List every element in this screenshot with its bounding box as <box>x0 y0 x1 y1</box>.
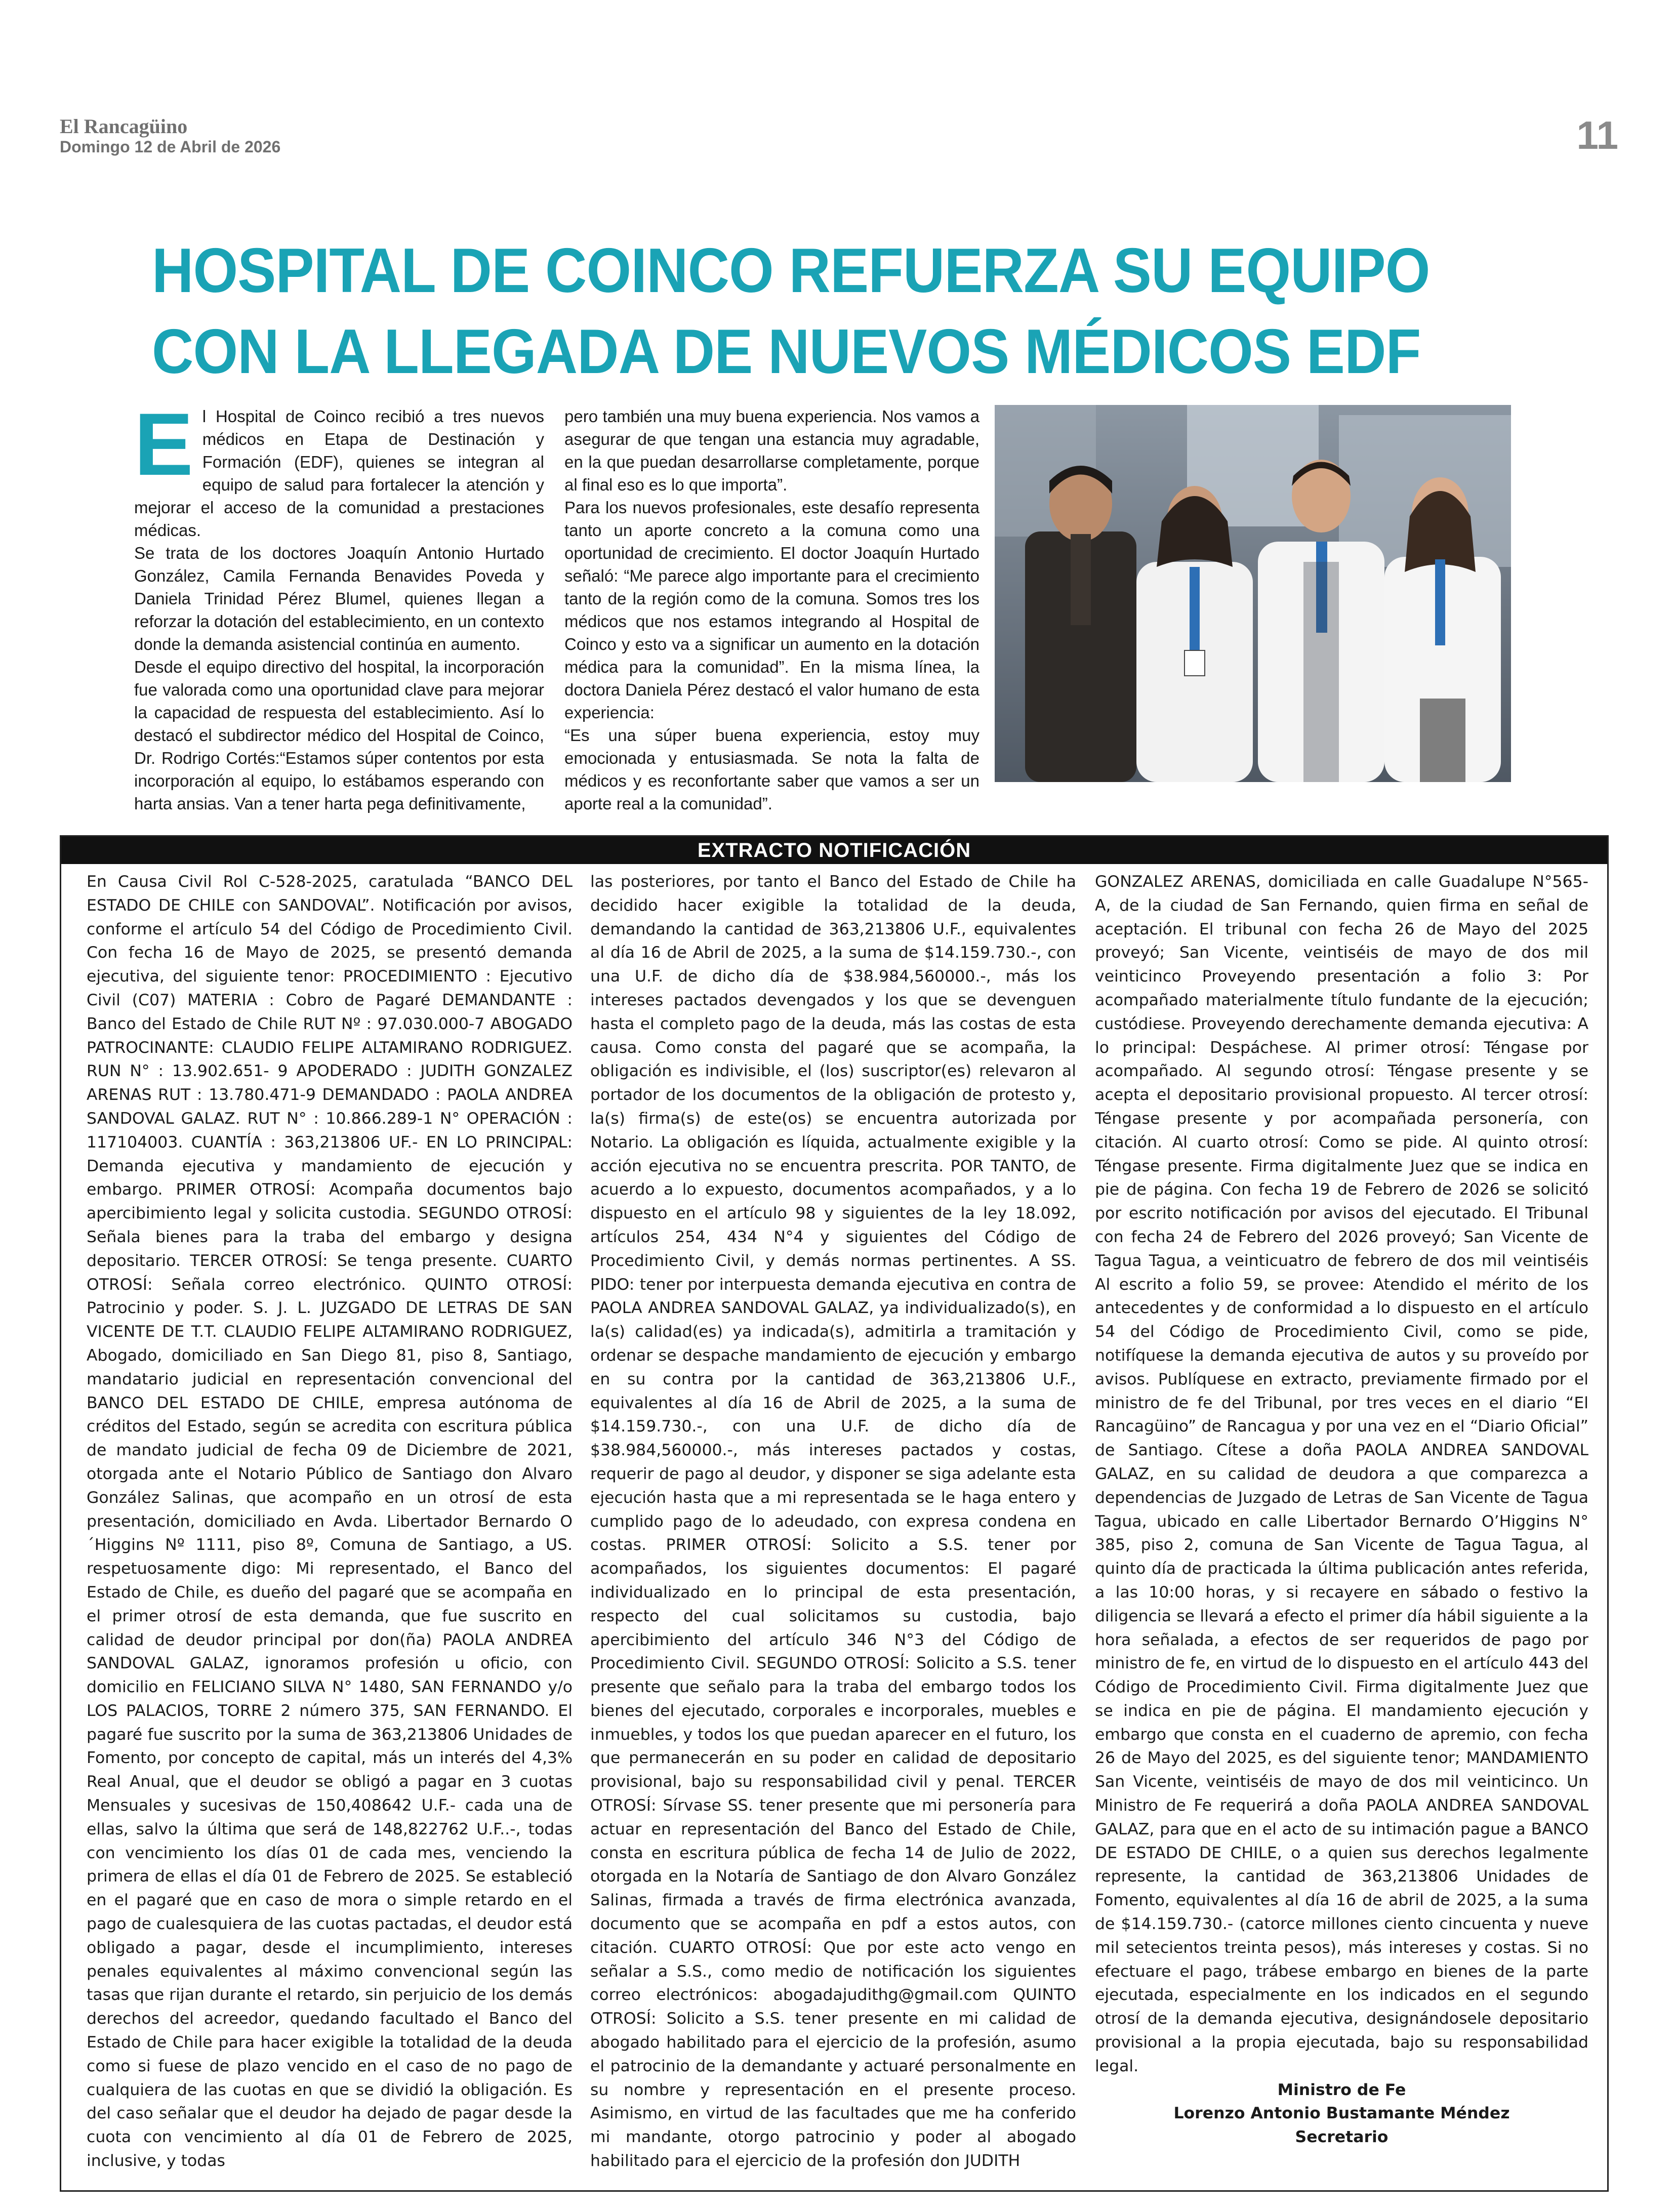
notice-column-1 <box>87 870 573 2173</box>
doctors-photo-illustration <box>995 405 1511 782</box>
article-column-2 <box>564 405 979 815</box>
article-paragraph: Desde el equipo directivo del hospital, la incorporación fue valorada como una oportunidad clave para mejorar la capacidad de respuesta del establecimiento. Así lo destacó el subdirector médico del Hospital de Coinco, Dr. Rodrigo Cortés:“Estamos súper contentos por esta incorporación al equipo, lo estábamos esperando con harta ansias. Van a tener harta pega definitivamente, <box>134 658 544 813</box>
notice-text: GONZALEZ ARENAS, domiciliada en calle Guadalupe N°565-A, de la ciudad de San Fernando, quien firma en señal de aceptación. El tribunal con fecha 26 de Mayo del 2025 proveyó; San Vicente, veintiséis de mayo de dos mil veinticinco Proveyendo presentación a folio 3: Por acompañado materialmente título fundante de la ejecución; custódiese. Proveyendo derechamente demanda ejecutiva: A lo principal: Despáchese. Al primer otrosí: Téngase por acompañado. Al segundo otrosí: Téngase presente y se acepta el depositario provisional propuesto. Al tercer otrosí: Téngase presente y por acompañada personería, con citación. Al cuarto otrosí: Como se pide. Al quinto otrosí: Téngase presente. Firma digitalmente Juez que se indica en pie de página. Con fecha 19 de Febrero de 2026 se solicitó por escrito notificación por avisos del ejecutado. El Tribunal con fecha 24 de Febrero del 2026 proveyó; San Vicente de Tagua Tagua, a veinticuatro de febrero de dos mil veintiséis Al escrito a folio 59, se provee: Atendido el mérito de los antecedentes y de conformidad a lo dispuesto en el artículo 54 del Código de Procedimiento Civil, como se pide, notifíquese la demanda ejecutiva de autos y su proveído por avisos. Publíquese en extracto, previamente firmado por el ministro de fe del Tribunal, por tres veces en el diario “El Rancagüino” de Rancagua y por una vez en el “Diario Oficial” de Santiago. Cítese a doña PAOLA ANDREA SANDOVAL GALAZ, en su calidad de deudora a que comparezca a dependencias de Juzgado de Letras de San Vicente de Tagua Tagua, ubicado en calle Libertador Bernardo O’Higgins N° 385, piso 2, comuna de San Vicente de Tagua Tagua, al quinto día de practicada la última publicación antes referida, a las 10:00 horas, y si recayere en sábado o festivo la diligencia se llevará a efecto el primer día hábil siguiente a la hora señalada, a efectos de ser requeridos de pago por ministro de fe, en virtud de lo dispuesto en el artículo 443 del Código de Procedimiento Civil. Firma digitalmente Juez que se indica en pie de página. El mandamiento ejecución y embargo que consta en el cuaderno de apremio, con fecha 26 de Mayo del 2025, es del siguiente tenor; MANDAMIENTO San Vicente, veintiséis de mayo de dos mil veinticinco. Un Ministro de Fe requerirá a doña PAOLA ANDREA SANDOVAL GALAZ, para que en el acto de su intimación pague a BANCO DE ESTADO DE CHILE, o a quien sus derechos legalmente represente, la cantidad de 363,213806 Unidades de Fomento, equivalentes al día 16 de abril de 2025, a la suma de $14.159.730.- (catorce millones ciento cincuenta y nueve mil setecientos treinta pesos), más intereses y costas. Si no efectuare el pago, trábese embargo en bienes de la parte ejecutada, especialmente en los indicados en el segundo otrosí de la demanda ejecutiva, designándosele depositario provisional a la propia ejecutada, bajo su responsabilidad legal. <box>1095 873 1588 2075</box>
newspaper-name: El Rancagüino <box>60 115 188 138</box>
issue-date: Domingo 12 de Abril de 2026 <box>60 138 281 156</box>
notice-column-2 <box>590 870 1076 2173</box>
signature-title: Ministro de Fe <box>1277 2080 1406 2099</box>
notice-title: EXTRACTO NOTIFICACIÓN <box>61 837 1607 864</box>
article-paragraph: Se trata de los doctores Joaquín Antonio Hurtado González, Camila Fernanda Benavides Poveda y Daniela Trinidad Pérez Blumel, quienes llegan a reforzar la dotación del establecimiento, en un contexto donde la demanda asistencial continúa en aumento. <box>134 544 544 653</box>
drop-cap: E <box>134 395 193 494</box>
notice-text: las posteriores, por tanto el Banco del Estado de Chile ha decidido hacer exigible la totalidad de la deuda, demandando la cantidad de 363,213806 U.F., equivalentes al día 16 de Abril de 2025, a la suma de $14.159.730.-, con una U.F. de dicho día de $38.984,560000.-, más los intereses pactados devengados y los que se devenguen hasta el completo pago de la deuda, más las costas de esta causa. Como consta del pagaré que se acompaña, la obligación es indivisible, el (los) suscriptor(es) relevaron al portador de los documentos de la obligación de protesto y, la(s) firma(s) de este(os) se encuentra autorizada por Notario. La obligación es líquida, actualmente exigible y la acción ejecutiva no se encuentra prescrita. POR TANTO, de acuerdo a lo expuesto, documentos acompañados, y a lo dispuesto en el artículo 98 y siguientes de la ley 18.092, artículos 254, 434 N°4 y siguientes del Código de Procedimiento Civil, y demás normas pertinentes. A SS. PIDO: tener por interpuesta demanda ejecutiva en contra de PAOLA ANDREA SANDOVAL GALAZ, ya individualizado(s), en la(s) calidad(es) ya indicada(s), admitirla a tramitación y ordenar se despache mandamiento de ejecución y embargo en su contra por la cantidad de 363,213806 U.F., equivalentes al día 16 de Abril de 2025, a la suma de $14.159.730.-, con una U.F. de dicho día de $38.984,560000.-, más intereses pactados y costas, requerir de pago al deudor, y disponer se siga adelante esta ejecución hasta que a mi representada se le haga entero y cumplido pago de lo adeudado, con expresa condena en costas. PRIMER OTROSÍ: Solicito a S.S. tener por acompañados, los siguientes documentos: El pagaré individualizado en lo principal de esta presentación, respecto del cual solicitamos su custodia, bajo apercibimiento del artículo 346 N°3 del Código de Procedimiento Civil. SEGUNDO OTROSÍ: Solicito a S.S. tener presente que señalo para la traba del embargo todos los bienes del ejecutado, corporales e incorporales, muebles e inmuebles, y todos los que puedan aparecer en el futuro, los que permanecerán en su poder en calidad de depositario provisional, bajo su responsabilidad civil y penal. TERCER OTROSÍ: Sírvase SS. tener presente que mi personería para actuar en representación del Banco del Estado de Chile, consta en escritura pública de fecha 14 de Julio de 2022, otorgada en la Notaría de Santiago de don Alvaro González Salinas, firmada a través de firma electrónica avanzada, documento que se acompaña en pdf a estos autos, con citación. CUARTO OTROSÍ: Que por este acto vengo en señalar a S.S., como medio de notificación los siguientes correo electrónicos: abogadajudithg@gmail.com QUINTO OTROSÍ: Solicito a S.S. tener presente en mi calidad de abogado habilitado para el ejercicio de la profesión, asumo el patrocinio de la demandante y actuaré personalmente en su nombre y representación en el presente proceso. Asimismo, en virtud de las facultades que me ha conferido mi mandante, otorgo patrocinio y poder al abogado habilitado para el ejercicio de la profesión don JUDITH <box>590 873 1076 2170</box>
signature-name: Lorenzo Antonio Bustamante Méndez <box>1173 2104 1510 2123</box>
headline-line-2: CON LA LLEGADA DE NUEVOS MÉDICOS EDF <box>152 317 1421 387</box>
signature-role: Secretario <box>1295 2128 1389 2147</box>
masthead <box>60 115 280 156</box>
legal-notice <box>60 835 1609 2192</box>
article-paragraph: Para los nuevos profesionales, este desafío representa tanto un aporte concreto a la comuna como una oportunidad de crecimiento. El doctor Joaquín Hurtado señaló: “Me parece algo importante para el crecimiento tanto de la región como de la comuna. Somos tres los médicos que nos estamos integrando al Hospital de Coinco y esto va a significar un aumento en la dotación médica para la comunidad”. En la misma línea, la doctora Daniela Pérez destacó el valor humano de esta experiencia: <box>564 498 979 722</box>
article-column-1 <box>134 395 544 815</box>
page-number: 11 <box>1576 113 1618 157</box>
article-paragraph: pero también una muy buena experiencia. Nos vamos a asegurar de que tengan una estancia muy agradable, en la que puedan desarrollarse completamente, porque al final eso es lo que importa”. <box>564 407 979 494</box>
notice-column-3 <box>1095 870 1588 2149</box>
article-paragraph: “Es una súper buena experiencia, estoy muy emocionada y entusiasmada. Se nota la falta de médicos y es reconfortante saber que vamos a ser un aporte real a la comunidad”. <box>564 726 979 813</box>
article-headline <box>152 230 1430 392</box>
article-paragraph: l Hospital de Coinco recibió a tres nuevos médicos en Etapa de Destinación y Formación (EDF), quienes se integran al equipo de salud para fortalecer la atención y mejorar el acceso de la comunidad a prestaciones médicas. <box>134 407 544 540</box>
notice-text: En Causa Civil Rol C-528-2025, caratulada “BANCO DEL ESTADO DE CHILE con SANDOVAL”. Notificación por avisos, conforme el artículo 54 del Código de Procedimiento Civil. Con fecha 16 de Mayo de 2025, se presentó demanda ejecutiva, del siguiente tenor: PROCEDIMIENTO : Ejecutivo Civil (C07) MATERIA : Cobro de Pagaré DEMANDANTE : Banco del Estado de Chile RUT Nº : 97.030.000-7 ABOGADO PATROCINANTE: CLAUDIO FELIPE ALTAMIRANO RODRIGUEZ. RUN N° : 13.902.651- 9 APODERADO : JUDITH GONZALEZ ARENAS RUT : 13.780.471-9 DEMANDADO : PAOLA ANDREA SANDOVAL GALAZ. RUT N° : 10.866.289-1 N° OPERACIÓN : 117104003. CUANTÍA : 363,213806 UF.- EN LO PRINCIPAL: Demanda ejecutiva y mandamiento de ejecución y embargo. PRIMER OTROSÍ: Acompaña documentos bajo apercibimiento legal y solicita custodia. SEGUNDO OTROSÍ: Señala bienes para la traba del embargo y designa depositario. TERCER OTROSÍ: Se tenga presente. CUARTO OTROSÍ: Señala correo electrónico. QUINTO OTROSÍ: Patrocinio y poder. S. J. L. JUZGADO DE LETRAS DE SAN VICENTE DE T.T. CLAUDIO FELIPE ALTAMIRANO RODRIGUEZ, Abogado, domiciliado en San Diego 81, piso 8, Santiago, mandatario judicial en representación convencional del BANCO DEL ESTADO DE CHILE, empresa autónoma de créditos del Estado, según se acredita con escritura pública de mandato judicial de fecha 09 de Diciembre de 2021, otorgada ante el Notario Público de Santiago don Alvaro González Salinas, que acompaño en un otrosí de esta presentación, domiciliado en Avda. Libertador Bernardo O´Higgins Nº 1111, piso 8º, Comuna de Santiago, a US. respetuosamente digo: Mi representado, el Banco del Estado de Chile, es dueño del pagaré que se acompaña en el primer otrosí de esta demanda, que fue suscrito en calidad de deudor principal por don(ña) PAOLA ANDREA SANDOVAL GALAZ, ignoramos profesión u oficio, con domicilio en FELICIANO SILVA N° 1480, SAN FERNANDO y/o LOS PALACIOS, TORRE 2 número 375, SAN FERNANDO. El pagaré fue suscrito por la suma de 363,213806 Unidades de Fomento, por concepto de capital, más un interés del 4,3% Real Anual, que el deudor se obligó a pagar en 3 cuotas Mensuales y sucesivas de 150,408642 U.F.- cada una de ellas, salvo la última que será de 148,822762 U.F..-, todas con vencimiento los días 01 de cada mes, venciendo la primera de ellas el día 01 de Febrero de 2025. Se estableció en el pagaré que en caso de mora o simple retardo en el pago de cualesquiera de las cuotas pactadas, el deudor está obligado a pagar, desde el incumplimiento, intereses penales equivalentes al máximo convencional según las tasas que rijan durante el retardo, sin perjuicio de los demás derechos del acreedor, quedando facultado el Banco del Estado de Chile para hacer exigible la totalidad de la deuda como si fuese de plazo vencido en el caso de no pago de cualquiera de las cuotas en que se dividió la obligación. Es del caso señalar que el deudor ha dejado de pagar desde la cuota con vencimiento al día 01 de Febrero de 2025, inclusive, y todas <box>87 873 573 2170</box>
headline-line-1: HOSPITAL DE COINCO REFUERZA SU EQUIPO <box>152 236 1430 306</box>
article-photo <box>995 405 1511 782</box>
